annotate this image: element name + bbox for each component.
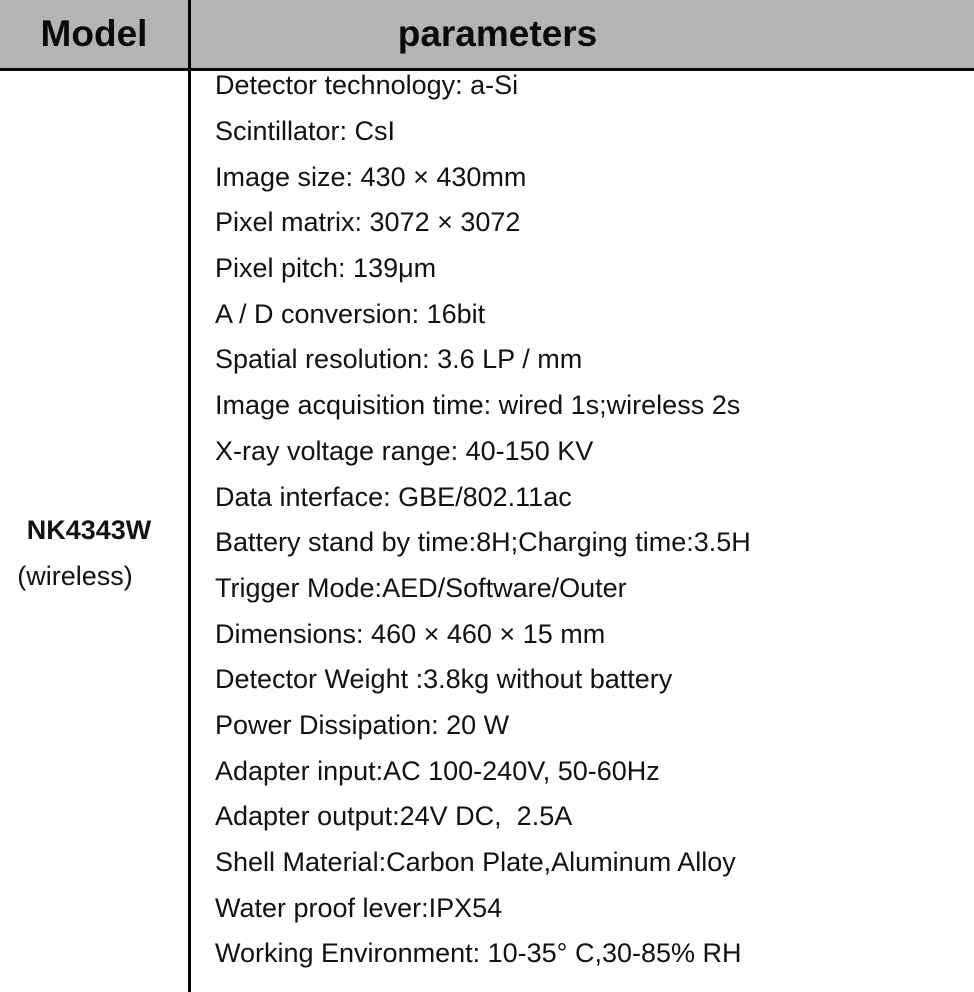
- spec-dimensions: Dimensions: 460 × 460 × 15 mm: [215, 618, 606, 649]
- spec-image-size: Image size: 430 × 430mm: [215, 161, 527, 192]
- spec-adapter-input: Adapter input:AC 100-240V, 50-60Hz: [215, 755, 660, 786]
- spec-detector-technology: Detector technology: a-Si: [215, 70, 519, 101]
- table-header-row: [0, 0, 974, 71]
- spec-image-acquisition-time: Image acquisition time: wired 1s;wireless 2s: [215, 390, 741, 421]
- spec-ad-conversion: A / D conversion: 16bit: [215, 298, 486, 329]
- spec-working-environment: Working Environment: 10-35° C,30-85% RH: [215, 938, 742, 969]
- spec-waterproof-level: Water proof lever:IPX54: [215, 892, 503, 923]
- spec-data-interface: Data interface: GBE/802.11ac: [215, 481, 572, 512]
- model-header-label: Model: [40, 13, 148, 54]
- parameters-header-label: parameters: [397, 13, 598, 54]
- spec-xray-voltage-range: X-ray voltage range: 40-150 KV: [215, 435, 594, 466]
- model-header-cell: [0, 0, 191, 68]
- spec-shell-material: Shell Material:Carbon Plate,Aluminum Alloy: [215, 847, 736, 878]
- spec-spatial-resolution: Spatial resolution: 3.6 LP / mm: [215, 344, 583, 375]
- spec-pixel-matrix: Pixel matrix: 3072 × 3072: [215, 207, 521, 238]
- spec-adapter-output: Adapter output:24V DC, 2.5A: [215, 801, 573, 832]
- spec-power-dissipation: Power Dissipation: 20 W: [215, 709, 510, 740]
- spec-detector-weight: Detector Weight :3.8kg without battery: [215, 664, 673, 695]
- parameters-header-cell: [191, 0, 974, 68]
- spec-trigger-mode: Trigger Mode:AED/Software/Outer: [215, 572, 627, 603]
- model-cell: [0, 71, 191, 992]
- model-type: (wireless): [17, 561, 133, 591]
- spec-scintillator: Scintillator: CsI: [215, 116, 396, 147]
- model-name: NK4343W: [26, 515, 152, 545]
- spec-battery-time: Battery stand by time:8H;Charging time:3.5H: [215, 527, 751, 558]
- table-body-row: [0, 71, 974, 992]
- spec-pixel-pitch: Pixel pitch: 139μm: [215, 253, 437, 284]
- parameters-cell: [191, 63, 974, 992]
- model-block: [0, 507, 188, 599]
